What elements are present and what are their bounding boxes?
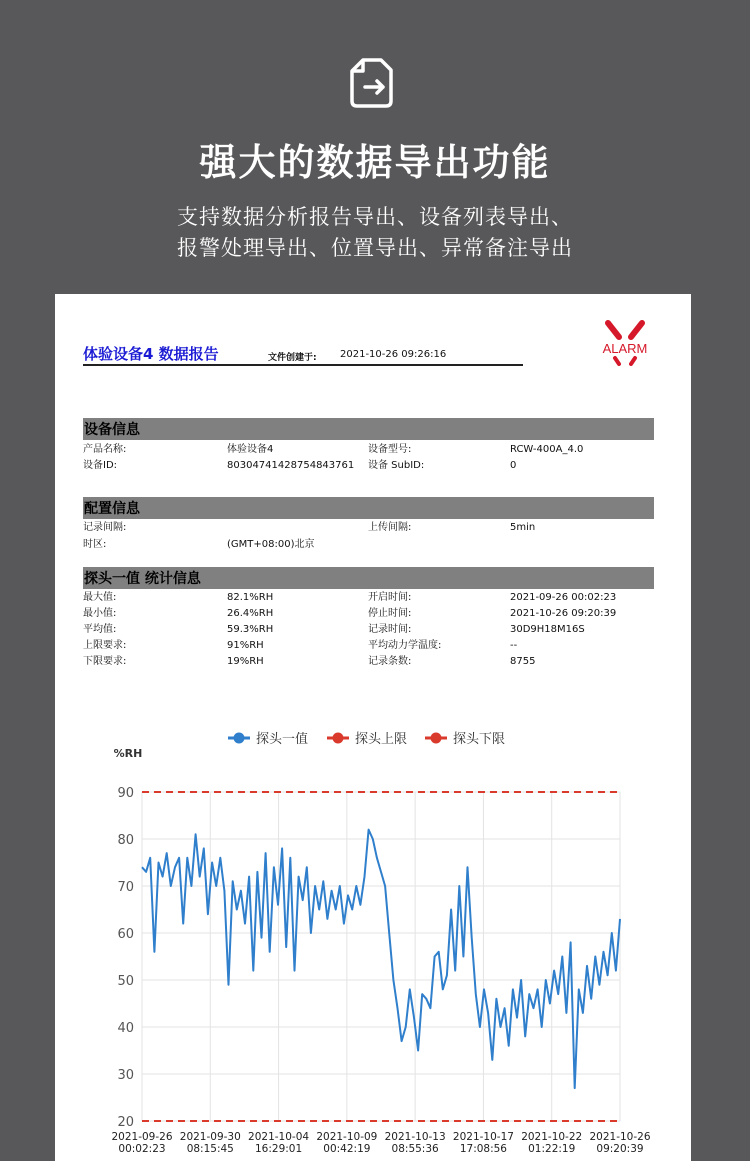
stat-value: 59.3%RH [227, 624, 274, 635]
title-underline [83, 364, 523, 366]
x-tick-date: 2021-09-26 [111, 1131, 173, 1143]
x-tick-date: 2021-10-22 [521, 1131, 583, 1143]
export-file-icon [349, 57, 395, 109]
stat-value: 2021-10-26 09:20:39 [510, 608, 617, 619]
y-axis-ticks [117, 786, 134, 1130]
hero-title: 强大的数据导出功能 [199, 141, 551, 184]
config-label: 上传间隔: [368, 522, 412, 533]
hero-subtitle-line1: 支持数据分析报告导出、设备列表导出、 [177, 205, 573, 229]
y-tick-label: 80 [117, 833, 134, 848]
created-label: 文件创建于: [268, 353, 317, 363]
stat-label: 最小值: [83, 608, 117, 619]
device-value: 体验设备4 [227, 444, 274, 455]
config-value: 5min [510, 522, 536, 533]
y-tick-label: 30 [117, 1068, 134, 1083]
report-title: 体验设备4 数据报告 [83, 345, 219, 363]
created-value: 2021-10-26 09:26:16 [340, 349, 447, 360]
stat-value: -- [510, 640, 518, 651]
alarm-logo-text: ALARM [602, 341, 648, 356]
device-info-header: 设备信息 [83, 418, 654, 440]
x-tick-time: 08:55:36 [391, 1143, 439, 1155]
legend-swatch-dot [431, 733, 442, 744]
stat-value: 19%RH [227, 656, 264, 667]
stat-value: 26.4%RH [227, 608, 274, 619]
x-tick-time: 08:15:45 [186, 1143, 234, 1155]
legend-swatch-dot [234, 733, 245, 744]
legend-swatch-dot [333, 733, 344, 744]
stat-value: 30D9H18M16S [510, 624, 585, 635]
chart-legend [228, 731, 505, 747]
config-label: 时区: [83, 539, 107, 550]
y-tick-label: 50 [117, 974, 134, 989]
stat-label: 停止时间: [368, 608, 412, 619]
alarm-logo [595, 320, 655, 366]
x-tick-time: 00:02:23 [118, 1143, 166, 1155]
stat-label: 最大值: [83, 592, 117, 603]
stat-value: 91%RH [227, 640, 264, 651]
config-value: (GMT+08:00)北京 [227, 539, 315, 550]
x-tick-time: 09:20:39 [596, 1143, 644, 1155]
x-tick-date: 2021-10-26 [589, 1131, 651, 1143]
report-card [55, 294, 691, 1161]
y-tick-label: 90 [117, 786, 134, 801]
stat-value: 82.1%RH [227, 592, 274, 603]
y-axis-label: %RH [113, 747, 143, 760]
chart-grid [142, 792, 620, 1121]
series-lines [142, 830, 620, 1089]
limit-lines [142, 792, 620, 1121]
device-label: 产品名称: [83, 444, 127, 455]
config-label: 记录间隔: [83, 522, 127, 533]
x-tick-time: 00:42:19 [323, 1143, 371, 1155]
device-label: 设备型号: [368, 444, 412, 455]
y-tick-label: 40 [117, 1021, 134, 1036]
stat-value: 2021-09-26 00:02:23 [510, 592, 617, 603]
x-tick-date: 2021-10-04 [248, 1131, 310, 1143]
stat-label: 平均动力学温度: [368, 640, 442, 651]
legend-label: 探头上限 [355, 732, 408, 747]
device-value: 0 [510, 460, 517, 471]
stat-label: 上限要求: [83, 640, 127, 651]
x-tick-time: 16:29:01 [254, 1143, 303, 1155]
hero-subtitle-line2: 报警处理导出、位置导出、异常备注导出 [177, 236, 573, 260]
y-tick-label: 20 [117, 1115, 134, 1130]
stat-label: 记录条数: [368, 656, 412, 667]
x-tick-date: 2021-10-17 [452, 1131, 514, 1143]
y-tick-label: 70 [117, 880, 134, 895]
device-label: 设备ID: [83, 460, 118, 471]
device-value: 80304741428754843761 [227, 460, 355, 471]
stat-value: 8755 [510, 656, 536, 667]
config-info-header: 配置信息 [83, 497, 654, 519]
x-tick-time: 17:08:56 [459, 1143, 508, 1155]
stat-label: 开启时间: [368, 592, 412, 603]
stat-label: 下限要求: [83, 656, 127, 667]
x-tick-time: 01:22:19 [528, 1143, 576, 1155]
stat-label: 记录时间: [368, 624, 412, 635]
x-tick-date: 2021-09-30 [179, 1131, 241, 1143]
humidity-line-chart [55, 714, 691, 1161]
device-label: 设备 SubID: [368, 460, 425, 471]
y-tick-label: 60 [117, 927, 134, 942]
x-axis-ticks [111, 1131, 650, 1155]
stats-info-header: 探头一值 统计信息 [83, 567, 654, 589]
x-tick-date: 2021-10-13 [384, 1131, 446, 1143]
x-tick-date: 2021-10-09 [316, 1131, 378, 1143]
device-value: RCW-400A_4.0 [510, 444, 584, 455]
legend-label: 探头一值 [256, 732, 309, 747]
stat-label: 平均值: [83, 624, 117, 635]
series-line [142, 830, 620, 1089]
legend-label: 探头下限 [453, 732, 506, 747]
